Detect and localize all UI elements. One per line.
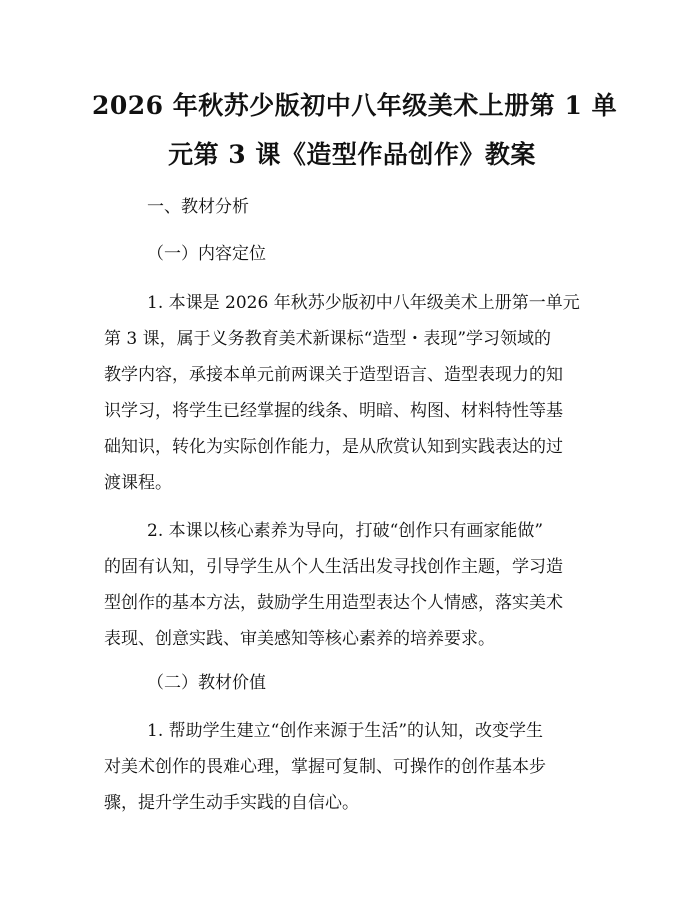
paragraph-line: 的固有认知，引导学生从个人生活出发寻找创作主题，学习造: [104, 557, 563, 577]
paragraph-line: 教学内容，承接本单元前两课关于造型语言、造型表现力的知: [104, 365, 563, 385]
paragraph-line: 识学习，将学生已经掌握的线条、明暗、构图、材料特性等基: [104, 401, 563, 421]
document-title-line-2: 元第 3 课《造型作品创作》教案: [168, 140, 536, 169]
paragraph-line: 第 3 课，属于义务教育美术新课标“造型・表现”学习领域的: [104, 329, 552, 349]
section-heading-teaching-material-analysis: 一、教材分析: [147, 197, 249, 217]
paragraph-line: 骤，提升学生动手实践的自信心。: [104, 793, 359, 813]
paragraph-line: 型创作的基本方法，鼓励学生用造型表达个人情感，落实美术: [104, 593, 563, 613]
paragraph-line: 对美术创作的畏难心理，掌握可复制、可操作的创作基本步: [104, 757, 546, 777]
paragraph-line: 1. 帮助学生建立“创作来源于生活”的认知，改变学生: [147, 721, 544, 741]
paragraph-line: 表现、创意实践、审美感知等核心素养的培养要求。: [104, 629, 495, 649]
paragraph-line: 础知识，转化为实际创作能力，是从欣赏认知到实践表达的过: [104, 437, 563, 457]
paragraph-line: 2. 本课以核心素养为导向，打破“创作只有画家能做”: [147, 521, 544, 541]
paragraph-line: 1. 本课是 2026 年秋苏少版初中八年级美术上册第一单元: [147, 293, 580, 313]
subsection-heading-content-positioning: （一）内容定位: [147, 244, 266, 264]
paragraph-line: 渡课程。: [104, 473, 172, 493]
subsection-heading-material-value: （二）教材价值: [147, 673, 266, 693]
document-title-line-1: 2026 年秋苏少版初中八年级美术上册第 1 单: [92, 91, 618, 120]
